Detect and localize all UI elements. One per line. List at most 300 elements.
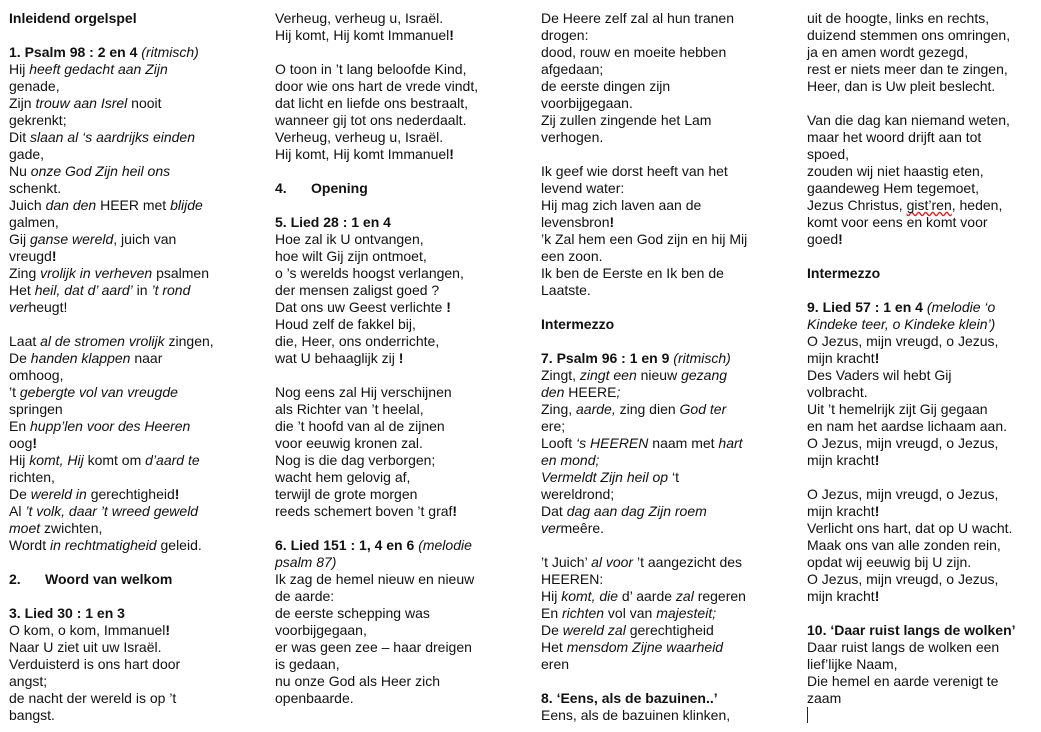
text-line bbox=[275, 435, 511, 452]
text-line bbox=[541, 435, 765, 452]
bold-text: ! bbox=[449, 27, 454, 43]
text-line bbox=[541, 231, 765, 248]
italic-text: God ter bbox=[679, 401, 727, 417]
text-line bbox=[275, 248, 511, 265]
text-line bbox=[9, 112, 233, 129]
text-line bbox=[275, 486, 511, 503]
text-run: dood, rouw en moeite hebben bbox=[541, 44, 727, 60]
text-line bbox=[275, 554, 511, 571]
text-line bbox=[275, 588, 511, 605]
italic-text: Vermeldt Zijn heil op bbox=[541, 469, 669, 485]
text-run: ’t aangezicht des bbox=[633, 554, 743, 570]
italic-text: heeft gedacht aan Zijn bbox=[29, 61, 168, 77]
text-run: Hij komt, Hij komt Immanuel bbox=[275, 146, 450, 162]
text-run: Verheug, verheug u, Israël. bbox=[275, 10, 444, 26]
text-line bbox=[275, 282, 511, 299]
text-line bbox=[275, 418, 511, 435]
text-line bbox=[807, 384, 1031, 401]
list-number: 4. bbox=[275, 180, 287, 196]
text-line bbox=[275, 622, 511, 639]
text-line bbox=[9, 350, 233, 367]
blank-line bbox=[807, 282, 1031, 299]
text-run: HEERE bbox=[564, 384, 617, 400]
italic-text: dag aan dag Zijn roem bbox=[566, 503, 707, 519]
text-run: wacht hem gelovig af, bbox=[275, 469, 411, 485]
bold-text: ! bbox=[398, 350, 404, 366]
text-run: Ik ben de Eerste en Ik ben de bbox=[541, 265, 724, 281]
text-line bbox=[807, 622, 1031, 639]
bold-text: ! bbox=[874, 452, 880, 468]
text-run: terwijl de grote morgen bbox=[275, 486, 418, 502]
text-line bbox=[807, 486, 1031, 503]
italic-text: heil, dat d’ aard’ bbox=[34, 282, 133, 298]
text-run: goed bbox=[807, 231, 839, 247]
text-line bbox=[807, 367, 1031, 384]
italic-text: trouw aan Isrel bbox=[35, 95, 128, 111]
text-line bbox=[541, 316, 765, 333]
bold-text: ! bbox=[838, 231, 843, 247]
text-run: zing dien bbox=[615, 401, 680, 417]
text-line bbox=[275, 690, 511, 707]
text-line bbox=[275, 452, 511, 469]
text-line bbox=[807, 520, 1031, 537]
text-line bbox=[807, 231, 1031, 248]
text-line bbox=[541, 214, 765, 231]
text-run: Zing, bbox=[541, 401, 577, 417]
italic-text: ganse wereld bbox=[30, 231, 114, 247]
text-line bbox=[275, 180, 511, 197]
text-run: , heden, bbox=[951, 197, 1003, 213]
text-run: De Heere zelf zal al hun tranen bbox=[541, 10, 734, 26]
bold-text: ! bbox=[51, 248, 57, 264]
blank-line bbox=[541, 146, 765, 163]
text-line bbox=[541, 520, 765, 537]
text-run: drogen: bbox=[541, 27, 589, 43]
text-run: Heer, dan is Uw pleit beslecht. bbox=[807, 78, 996, 94]
text-line bbox=[275, 231, 511, 248]
bold-text: ! bbox=[174, 486, 180, 502]
text-line bbox=[807, 571, 1031, 588]
bold-text: Intermezzo bbox=[807, 265, 881, 281]
text-line bbox=[275, 78, 511, 95]
text-run: Looft bbox=[541, 435, 577, 451]
text-run: Hij bbox=[9, 452, 30, 468]
text-line bbox=[541, 605, 765, 622]
text-run: Eens, als de bazuinen klinken, bbox=[541, 707, 731, 723]
text-line bbox=[9, 622, 233, 639]
text-run: Die hemel en aarde verenigt te bbox=[807, 673, 999, 689]
text-line bbox=[9, 44, 233, 61]
text-run: heugt! bbox=[28, 299, 68, 315]
text-line bbox=[541, 350, 765, 367]
blank-line bbox=[541, 333, 765, 350]
text-run: O Jezus, mijn vreugd, o Jezus, bbox=[807, 435, 999, 451]
text-line bbox=[807, 197, 1031, 214]
text-line bbox=[807, 163, 1031, 180]
text-run: galmen, bbox=[9, 214, 59, 230]
italic-text: en mond; bbox=[541, 452, 600, 468]
text-line bbox=[807, 656, 1031, 673]
text-run: volbracht. bbox=[807, 384, 868, 400]
text-line bbox=[807, 503, 1031, 520]
text-line bbox=[9, 656, 233, 673]
text-line bbox=[9, 95, 233, 112]
text-line bbox=[541, 367, 765, 384]
text-line bbox=[9, 214, 233, 231]
text-run: Dat bbox=[541, 503, 567, 519]
italic-text: (ritmisch) bbox=[141, 44, 199, 60]
text-line bbox=[9, 469, 233, 486]
text-line bbox=[275, 384, 511, 401]
text-run: uit de hoogte, links en rechts, bbox=[807, 10, 990, 26]
text-run: als Richter van ’t heelal, bbox=[275, 401, 424, 417]
text-run: psalmen bbox=[152, 265, 209, 281]
text-run: door wie ons hart de vrede vindt, bbox=[275, 78, 479, 94]
text-run: Des Vaders wil hebt Gij bbox=[807, 367, 952, 383]
text-line bbox=[275, 146, 511, 163]
text-run: de aarde: bbox=[275, 588, 335, 604]
text-cursor-line bbox=[807, 707, 1031, 724]
text-line bbox=[9, 299, 233, 316]
text-line bbox=[9, 129, 233, 146]
text-line bbox=[9, 180, 233, 197]
text-line bbox=[807, 690, 1031, 707]
text-run: Juich bbox=[9, 197, 46, 213]
text-run: Dit bbox=[9, 129, 30, 145]
text-run: vol van bbox=[604, 605, 657, 621]
italic-text: gebergte vol van vreugde bbox=[19, 384, 178, 400]
text-line bbox=[541, 401, 765, 418]
text-run: voorbijgegaan, bbox=[275, 622, 367, 638]
italic-text: komt, Hij bbox=[29, 452, 84, 468]
text-line bbox=[541, 10, 765, 27]
text-line bbox=[275, 299, 511, 316]
text-run: Verheug, verheug u, Israël. bbox=[275, 129, 444, 145]
blank-line bbox=[807, 95, 1031, 112]
text-run: verhogen. bbox=[541, 129, 604, 145]
text-run: o ’s werelds hoogst verlangen, bbox=[275, 265, 464, 281]
text-line bbox=[541, 180, 765, 197]
italic-text: hart bbox=[718, 435, 743, 451]
italic-text: (ritmisch) bbox=[673, 350, 731, 366]
text-line bbox=[9, 265, 233, 282]
text-line bbox=[9, 61, 233, 78]
text-run: duizend stemmen ons omringen, bbox=[807, 27, 1011, 43]
text-run: die ’t hoofd van al de zijnen bbox=[275, 418, 445, 434]
text-line bbox=[807, 78, 1031, 95]
blank-line bbox=[807, 469, 1031, 486]
text-line bbox=[807, 333, 1031, 350]
text-run: een zoon. bbox=[541, 248, 603, 264]
italic-text: aarde, bbox=[576, 401, 616, 417]
blank-line bbox=[807, 605, 1031, 622]
text-run: de eerste dingen zijn bbox=[541, 78, 671, 94]
text-run: hoe wilt Gij zijn ontmoet, bbox=[275, 248, 427, 264]
text-line bbox=[275, 537, 511, 554]
text-line bbox=[9, 78, 233, 95]
italic-text: ver bbox=[541, 520, 561, 536]
text-line bbox=[9, 197, 233, 214]
text-run: nieuw bbox=[636, 367, 682, 383]
text-run: Verduisterd is ons hart door bbox=[9, 656, 181, 672]
text-run: Zing bbox=[9, 265, 41, 281]
text-run: de eerste schepping was bbox=[275, 605, 430, 621]
text-run: maar het woord drijft aan tot bbox=[807, 129, 982, 145]
text-line bbox=[275, 350, 511, 367]
italic-text: psalm 87) bbox=[275, 554, 337, 570]
text-run: voorbijgegaan. bbox=[541, 95, 633, 111]
text-line bbox=[541, 690, 765, 707]
text-line bbox=[807, 537, 1031, 554]
text-run: mijn kracht bbox=[807, 350, 875, 366]
text-line bbox=[807, 180, 1031, 197]
text-run: gade, bbox=[9, 146, 45, 162]
text-line bbox=[275, 95, 511, 112]
text-run: lief’lijke Naam, bbox=[807, 656, 898, 672]
text-line bbox=[275, 129, 511, 146]
text-line bbox=[541, 44, 765, 61]
bold-text: 1. Psalm 98 : 2 en 4 bbox=[9, 44, 142, 60]
text-run: Hij mag zich laven aan de bbox=[541, 197, 702, 213]
blank-line bbox=[275, 44, 511, 61]
italic-text: handen klappen bbox=[30, 350, 131, 366]
italic-text: onze God Zijn heil ons bbox=[30, 163, 171, 179]
text-run: mijn kracht bbox=[807, 452, 875, 468]
text-line bbox=[541, 384, 765, 401]
text-line bbox=[275, 265, 511, 282]
blank-line bbox=[541, 537, 765, 554]
text-run: Wordt bbox=[9, 537, 50, 553]
text-line bbox=[9, 452, 233, 469]
text-line bbox=[541, 503, 765, 520]
blank-line bbox=[275, 520, 511, 537]
text-run: die, Heer, ons onderrichte, bbox=[275, 333, 440, 349]
text-line bbox=[9, 639, 233, 656]
blank-line bbox=[275, 367, 511, 384]
text-line bbox=[807, 673, 1031, 690]
bold-text: 8. ‘Eens, als de bazuinen..’ bbox=[541, 690, 718, 706]
text-run: De bbox=[9, 350, 31, 366]
text-run: ‘t bbox=[668, 469, 679, 485]
text-run: wereldrond; bbox=[541, 486, 615, 502]
text-run: Nog is die dag verborgen; bbox=[275, 452, 436, 468]
blank-line bbox=[541, 299, 765, 316]
text-line bbox=[541, 197, 765, 214]
text-line bbox=[9, 10, 233, 27]
text-line bbox=[807, 435, 1031, 452]
bold-text: ! bbox=[874, 503, 880, 519]
text-line bbox=[807, 10, 1031, 27]
text-run: Ik zag de hemel nieuw en nieuw bbox=[275, 571, 475, 587]
text-run: Zij zullen zingende het Lam bbox=[541, 112, 712, 128]
text-run: mijn kracht bbox=[807, 588, 875, 604]
list-number: 2. bbox=[9, 571, 21, 587]
text-line bbox=[541, 61, 765, 78]
bold-text: ! bbox=[32, 435, 38, 451]
text-run: nu onze God als Heer zich bbox=[275, 673, 440, 689]
text-run: nooit bbox=[127, 95, 162, 111]
italic-text: ver bbox=[9, 299, 29, 315]
text-line bbox=[541, 282, 765, 299]
italic-text: wereld zal bbox=[562, 622, 626, 638]
text-line bbox=[275, 503, 511, 520]
text-line bbox=[807, 316, 1031, 333]
text-run: zingen, bbox=[164, 333, 214, 349]
text-line bbox=[541, 78, 765, 95]
bold-text: 10. ‘Daar ruist langs de wolken’ bbox=[807, 622, 1016, 638]
bold-text: Woord van welkom bbox=[45, 571, 173, 587]
italic-text: zingt een bbox=[579, 367, 637, 383]
italic-text: mensdom Zijne waarheid bbox=[566, 639, 724, 655]
text-line bbox=[541, 418, 765, 435]
text-line bbox=[807, 112, 1031, 129]
text-line bbox=[9, 673, 233, 690]
text-run: d’ aarde bbox=[618, 588, 676, 604]
italic-text: vrolijk in verheven bbox=[40, 265, 153, 281]
text-line bbox=[807, 452, 1031, 469]
text-line bbox=[807, 554, 1031, 571]
text-run: is gedaan, bbox=[275, 656, 340, 672]
bold-text: 3. Lied 30 : 1 en 3 bbox=[9, 605, 125, 621]
text-run: schenkt. bbox=[9, 180, 62, 196]
text-run: komt voor eens en komt voor bbox=[807, 214, 988, 230]
spellcheck-flagged-text: gist’ren bbox=[906, 197, 952, 213]
text-run: Van die dag kan niemand weten, bbox=[807, 112, 1010, 128]
text-cursor bbox=[807, 707, 808, 723]
text-run: O Jezus, mijn vreugd, o Jezus, bbox=[807, 486, 999, 502]
text-run: zaam bbox=[807, 690, 842, 706]
italic-text: (melodie ‘o bbox=[926, 299, 996, 315]
text-line bbox=[9, 571, 233, 588]
text-line bbox=[275, 469, 511, 486]
text-run: gekrenkt; bbox=[9, 112, 67, 128]
blank-line bbox=[9, 588, 233, 605]
text-run: Zijn bbox=[9, 95, 36, 111]
text-run: komt om bbox=[83, 452, 146, 468]
text-line bbox=[541, 622, 765, 639]
text-run: ’k Zal hem een God zijn en hij Mij bbox=[541, 231, 748, 247]
text-run: richten, bbox=[9, 469, 55, 485]
text-run: dat licht en liefde ons bestraalt, bbox=[275, 95, 469, 111]
text-line bbox=[541, 129, 765, 146]
italic-text: dan den bbox=[45, 197, 97, 213]
text-run: Verlicht ons hart, dat op U wacht. bbox=[807, 520, 1013, 536]
text-run: wat U behaaglijk zij bbox=[275, 350, 399, 366]
italic-text: slaan al ‘s aardrijks einden bbox=[30, 129, 195, 145]
text-line bbox=[541, 656, 765, 673]
text-run: spoed, bbox=[807, 146, 850, 162]
text-run: Hij bbox=[9, 61, 30, 77]
text-line bbox=[541, 639, 765, 656]
text-run: reeds schemert boven ’t graf bbox=[275, 503, 453, 519]
text-run: O Jezus, mijn vreugd, o Jezus, bbox=[807, 571, 999, 587]
text-line bbox=[9, 520, 233, 537]
bold-text: Opening bbox=[311, 180, 368, 196]
text-line bbox=[541, 469, 765, 486]
text-run: O kom, o kom, Immanuel bbox=[9, 622, 166, 638]
text-run: oog bbox=[9, 435, 33, 451]
text-line bbox=[9, 537, 233, 554]
text-run: eren bbox=[541, 656, 570, 672]
text-line bbox=[275, 605, 511, 622]
blank-line bbox=[275, 163, 511, 180]
column-4 bbox=[807, 10, 1031, 724]
text-run: O Jezus, mijn vreugd, o Jezus, bbox=[807, 333, 999, 349]
text-line bbox=[807, 44, 1031, 61]
text-line bbox=[9, 248, 233, 265]
bold-text: Inleidend orgelspel bbox=[9, 10, 137, 26]
text-line bbox=[9, 707, 233, 724]
text-run: regeren bbox=[693, 588, 746, 604]
italic-text: al de stromen vrolijk bbox=[40, 333, 165, 349]
text-line bbox=[541, 265, 765, 282]
italic-text: moet bbox=[9, 520, 41, 536]
blank-line bbox=[541, 673, 765, 690]
text-line bbox=[9, 401, 233, 418]
blank-line bbox=[9, 27, 233, 44]
blank-line bbox=[807, 248, 1031, 265]
text-run: O toon in ’t lang beloofde Kind, bbox=[275, 61, 467, 77]
text-line bbox=[9, 384, 233, 401]
text-line bbox=[807, 401, 1031, 418]
text-run: Het bbox=[9, 282, 35, 298]
text-line bbox=[9, 333, 233, 350]
text-run: HEER met bbox=[96, 197, 171, 213]
text-line bbox=[807, 61, 1031, 78]
italic-text: ’t volk, daar ’t wreed geweld bbox=[25, 503, 199, 519]
text-line bbox=[9, 163, 233, 180]
text-line bbox=[275, 61, 511, 78]
text-line bbox=[807, 299, 1031, 316]
text-line bbox=[541, 163, 765, 180]
text-line bbox=[541, 486, 765, 503]
italic-text: komt, die bbox=[561, 588, 619, 604]
italic-text: zal bbox=[675, 588, 694, 604]
text-run: Nu bbox=[9, 163, 31, 179]
blank-line bbox=[9, 554, 233, 571]
bold-text: 9. Lied 57 : 1 en 4 bbox=[807, 299, 927, 315]
text-run: naar bbox=[130, 350, 163, 366]
text-run: springen bbox=[9, 401, 63, 417]
text-line bbox=[541, 112, 765, 129]
text-line bbox=[275, 10, 511, 27]
bold-text: ! bbox=[874, 350, 880, 366]
text-run: geleid. bbox=[156, 537, 202, 553]
bold-text: ! bbox=[165, 622, 171, 638]
text-line bbox=[807, 129, 1031, 146]
text-line bbox=[275, 639, 511, 656]
text-line bbox=[807, 27, 1031, 44]
text-run: Houd zelf de fakkel bij, bbox=[275, 316, 416, 332]
bold-text: 7. Psalm 96 : 1 en 9 bbox=[541, 350, 674, 366]
text-run: En bbox=[541, 605, 563, 621]
text-line bbox=[275, 214, 511, 231]
text-line bbox=[541, 452, 765, 469]
text-line bbox=[807, 214, 1031, 231]
text-line bbox=[541, 571, 765, 588]
text-run: En bbox=[9, 418, 31, 434]
text-run: naam met bbox=[648, 435, 719, 451]
text-run: de nacht der wereld is op ’t bbox=[9, 690, 177, 706]
column-3 bbox=[541, 10, 765, 724]
text-run: voor eeuwig kronen zal. bbox=[275, 435, 423, 451]
italic-text: d’aard te bbox=[145, 452, 200, 468]
text-line bbox=[9, 367, 233, 384]
text-line bbox=[541, 707, 765, 724]
text-line bbox=[807, 350, 1031, 367]
text-line bbox=[807, 588, 1031, 605]
text-run: Laatste. bbox=[541, 282, 591, 298]
